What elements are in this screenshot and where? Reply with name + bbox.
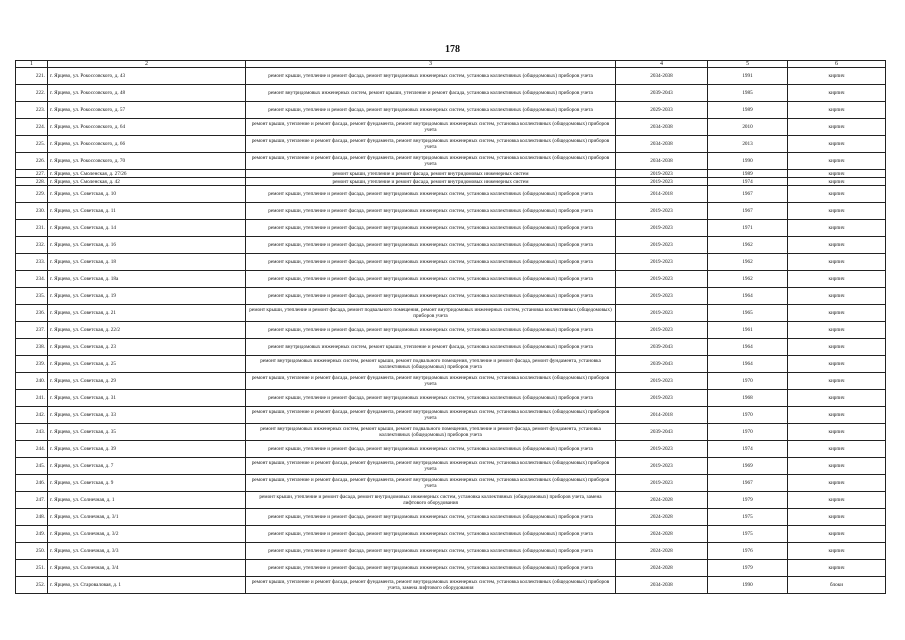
wall-material: кирпич <box>788 441 886 458</box>
table-row <box>16 526 886 543</box>
building-address: г. Ярцево, ул. Солнечная, д. 3/2 <box>48 526 246 543</box>
construction-year: 1964 <box>708 356 788 373</box>
wall-material: кирпич <box>788 305 886 322</box>
construction-year: 2013 <box>708 136 788 153</box>
wall-material: кирпич <box>788 526 886 543</box>
table-body <box>16 68 886 594</box>
wall-material: кирпич <box>788 322 886 339</box>
repair-period: 2024-2028 <box>616 560 708 577</box>
row-number: 240. <box>16 373 48 390</box>
table-row <box>16 441 886 458</box>
table-row <box>16 424 886 441</box>
wall-material: кирпич <box>788 288 886 305</box>
wall-material: кирпич <box>788 237 886 254</box>
repair-period: 2034-2038 <box>616 577 708 594</box>
repair-period: 2019-2023 <box>616 271 708 288</box>
row-number: 223. <box>16 102 48 119</box>
repair-period: 2029-2033 <box>616 102 708 119</box>
repair-period: 2039-2043 <box>616 85 708 102</box>
wall-material: кирпич <box>788 458 886 475</box>
construction-year: 1962 <box>708 237 788 254</box>
building-address: г. Ярцево, ул. Советская, д. 18 <box>48 254 246 271</box>
page-number: 178 <box>445 44 460 55</box>
construction-year: 1975 <box>708 526 788 543</box>
construction-year: 1985 <box>708 85 788 102</box>
table-row <box>16 220 886 237</box>
repair-period: 2019-2023 <box>616 458 708 475</box>
repair-works: ремонт крыши, утепление и ремонт фасада, ремонт фундамента, ремонт внутридомовых инженерных систем, установка коллективных (общедомовых) приборов учета <box>246 119 616 136</box>
wall-material: кирпич <box>788 102 886 119</box>
table-row <box>16 543 886 560</box>
construction-year: 1976 <box>708 543 788 560</box>
repair-works: ремонт крыши, утепление и ремонт фасада, ремонт внутридомовых инженерных систем, установка коллективных (общедомовых) приборов учета <box>246 560 616 577</box>
construction-year: 1971 <box>708 220 788 237</box>
repair-works: ремонт крыши, утепление и ремонт фасада, ремонт внутридомовых инженерных систем, установка коллективных (общедомовых) приборов учета <box>246 237 616 254</box>
row-number: 244. <box>16 441 48 458</box>
construction-year: 1974 <box>708 441 788 458</box>
construction-year: 1989 <box>708 102 788 119</box>
wall-material: кирпич <box>788 220 886 237</box>
table-row <box>16 288 886 305</box>
repair-period: 2019-2023 <box>616 254 708 271</box>
row-number: 242. <box>16 407 48 424</box>
construction-year: 1964 <box>708 288 788 305</box>
building-address: г. Ярцево, ул. Рокоссовского, д. 70 <box>48 153 246 170</box>
building-address: г. Ярцево, ул. Советская, д. 22/2 <box>48 322 246 339</box>
row-number: 246. <box>16 475 48 492</box>
repair-works: ремонт крыши, утепление и ремонт фасада, ремонт внутридомовых инженерных систем, установка коллективных (общедомовых) приборов учета <box>246 288 616 305</box>
repair-period: 2019-2023 <box>616 178 708 186</box>
table-row <box>16 560 886 577</box>
row-number: 250. <box>16 543 48 560</box>
construction-year: 1979 <box>708 492 788 509</box>
table-row <box>16 170 886 178</box>
building-address: г. Ярцево, ул. Смоленская, д. 27/26 <box>48 170 246 178</box>
wall-material: кирпич <box>788 203 886 220</box>
building-address: г. Ярцево, ул. Солнечная, д. 1 <box>48 492 246 509</box>
table-row <box>16 237 886 254</box>
building-address: г. Ярцево, ул. Советская, д. 35 <box>48 424 246 441</box>
repair-period: 2019-2023 <box>616 441 708 458</box>
wall-material: кирпич <box>788 492 886 509</box>
table-row <box>16 271 886 288</box>
repair-works: ремонт крыши, утепление и ремонт фасада, ремонт внутридомовых инженерных систем, установка коллективных (общедомовых) приборов учета <box>246 254 616 271</box>
table-row <box>16 373 886 390</box>
table-row <box>16 203 886 220</box>
building-address: г. Ярцево, ул. Советская, д. 23 <box>48 339 246 356</box>
repair-works: ремонт внутридомовых инженерных систем, ремонт крыши, утепление и ремонт фасада, установка коллективных (общедомовых) приборов учета <box>246 339 616 356</box>
row-number: 233. <box>16 254 48 271</box>
construction-year: 1989 <box>708 170 788 178</box>
table-row <box>16 407 886 424</box>
repair-period: 2019-2023 <box>616 203 708 220</box>
building-address: г. Ярцево, ул. Солнечная, д. 3/1 <box>48 509 246 526</box>
construction-year: 1962 <box>708 271 788 288</box>
repair-works: ремонт крыши, утепление и ремонт фасада, ремонт фундамента, ремонт внутридомовых инженерных систем, установка коллективных (общедомовых) приборов учета <box>246 407 616 424</box>
table-row <box>16 322 886 339</box>
table-row <box>16 85 886 102</box>
building-address: г. Ярцево, ул. Рокоссовского, д. 43 <box>48 68 246 85</box>
row-number: 239. <box>16 356 48 373</box>
wall-material: кирпич <box>788 543 886 560</box>
construction-year: 1990 <box>708 577 788 594</box>
building-address: г. Ярцево, ул. Советская, д. 29 <box>48 373 246 390</box>
repair-works: ремонт внутридомовых инженерных систем, ремонт крыши, утепление и ремонт фасада, установка коллективных (общедомовых) приборов учета <box>246 85 616 102</box>
repair-period: 2019-2023 <box>616 220 708 237</box>
table-row <box>16 102 886 119</box>
repair-works: ремонт крыши, утепление и ремонт фасада, ремонт фундамента, ремонт внутридомовых инженерных систем, установка коллективных (общедомовых) приборов учета <box>246 136 616 153</box>
repair-period: 2019-2023 <box>616 322 708 339</box>
building-address: г. Ярцево, ул. Солнечная, д. 3/3 <box>48 543 246 560</box>
repair-works: ремонт крыши, утепление и ремонт фасада, ремонт фундамента, ремонт внутридомовых инженерных систем, установка коллективных (общедомовых) приборов учета <box>246 475 616 492</box>
repair-works: ремонт крыши, утепление и ремонт фасада, ремонт внутридомовых инженерных систем, установка коллективных (общедомовых) приборов учета <box>246 102 616 119</box>
row-number: 241. <box>16 390 48 407</box>
construction-year: 1965 <box>708 305 788 322</box>
building-address: г. Ярцево, ул. Советская, д. 14 <box>48 220 246 237</box>
wall-material: кирпич <box>788 560 886 577</box>
wall-material: кирпич <box>788 407 886 424</box>
column-header-1: 1 <box>16 61 48 68</box>
row-number: 245. <box>16 458 48 475</box>
table-row <box>16 68 886 85</box>
wall-material: кирпич <box>788 509 886 526</box>
table-row <box>16 305 886 322</box>
building-address: г. Ярцево, ул. Советская, д. 7 <box>48 458 246 475</box>
table-row <box>16 153 886 170</box>
row-number: 238. <box>16 339 48 356</box>
column-header-5: 5 <box>708 61 788 68</box>
repair-works: ремонт крыши, утепление и ремонт фасада, ремонт внутридомовых инженерных систем <box>246 178 616 186</box>
row-number: 227. <box>16 170 48 178</box>
table-row <box>16 119 886 136</box>
construction-year: 1970 <box>708 373 788 390</box>
construction-year: 1961 <box>708 322 788 339</box>
row-number: 226. <box>16 153 48 170</box>
repair-works: ремонт крыши, утепление и ремонт фасада, ремонт внутридомовых инженерных систем, установка коллективных (общедомовых) приборов учета <box>246 220 616 237</box>
wall-material: кирпич <box>788 153 886 170</box>
row-number: 234. <box>16 271 48 288</box>
building-address: г. Ярцево, ул. Солнечная, д. 3/4 <box>48 560 246 577</box>
table-row <box>16 475 886 492</box>
repair-period: 2019-2023 <box>616 390 708 407</box>
repair-works: ремонт внутридомовых инженерных систем, ремонт крыши, ремонт подвального помещения, утепление и ремонт фасада, ремонт фундамента, установка коллективных (общедомовых) приборов учета <box>246 356 616 373</box>
column-header-2: 2 <box>48 61 246 68</box>
row-number: 235. <box>16 288 48 305</box>
repair-works: ремонт внутридомовых инженерных систем, ремонт крыши, ремонт подвального помещения, утепление и ремонт фасада, ремонт фундамента, установка коллективных (общедомовых) приборов учета <box>246 424 616 441</box>
construction-year: 1968 <box>708 390 788 407</box>
repair-period: 2034-2038 <box>616 136 708 153</box>
table-row <box>16 458 886 475</box>
row-number: 232. <box>16 237 48 254</box>
building-address: г. Ярцево, ул. Рокоссовского, д. 57 <box>48 102 246 119</box>
repair-period: 2024-2028 <box>616 492 708 509</box>
table-row <box>16 178 886 186</box>
table-row <box>16 390 886 407</box>
construction-year: 1979 <box>708 560 788 577</box>
row-number: 221. <box>16 68 48 85</box>
row-number: 251. <box>16 560 48 577</box>
wall-material: кирпич <box>788 356 886 373</box>
construction-year: 1962 <box>708 254 788 271</box>
construction-year: 1975 <box>708 509 788 526</box>
row-number: 224. <box>16 119 48 136</box>
repair-period: 2019-2023 <box>616 288 708 305</box>
building-address: г. Ярцево, ул. Советская, д. 19 <box>48 288 246 305</box>
repair-works: ремонт крыши, утепление и ремонт фасада, ремонт фундамента, ремонт внутридомовых инженерных систем, установка коллективных (общедомовых) приборов учета <box>246 153 616 170</box>
repair-period: 2034-2038 <box>616 68 708 85</box>
row-number: 230. <box>16 203 48 220</box>
repair-works: ремонт крыши, утепление и ремонт фасада, ремонт подвального помещения, ремонт внутридомовых инженерных систем, установка коллективных (общедомовых) приборов учета <box>246 305 616 322</box>
repair-period: 2039-2043 <box>616 356 708 373</box>
column-number-row <box>16 61 886 68</box>
row-number: 252. <box>16 577 48 594</box>
building-address: г. Ярцево, ул. Советская, д. 9 <box>48 475 246 492</box>
row-number: 237. <box>16 322 48 339</box>
construction-year: 1967 <box>708 186 788 203</box>
building-address: г. Ярцево, ул. Советская, д. 31 <box>48 390 246 407</box>
building-address: г. Ярцево, ул. Советская, д. 21 <box>48 305 246 322</box>
wall-material: кирпич <box>788 390 886 407</box>
repair-works: ремонт крыши, утепление и ремонт фасада, ремонт фундамента, ремонт внутридомовых инженерных систем, установка коллективных (общедомовых) приборов учета <box>246 373 616 390</box>
building-address: г. Ярцево, ул. Советская, д. 10 <box>48 186 246 203</box>
building-address: г. Ярцево, ул. Советская, д. 18а <box>48 271 246 288</box>
row-number: 231. <box>16 220 48 237</box>
construction-year: 1970 <box>708 407 788 424</box>
construction-year: 1970 <box>708 424 788 441</box>
wall-material: кирпич <box>788 178 886 186</box>
column-header-3: 3 <box>246 61 616 68</box>
row-number: 249. <box>16 526 48 543</box>
repair-works: ремонт крыши, утепление и ремонт фасада, ремонт внутридомовых инженерных систем, установка коллективных (общедомовых) приборов учета <box>246 390 616 407</box>
building-address: г. Ярцево, ул. Советская, д. 33 <box>48 407 246 424</box>
repair-works: ремонт крыши, утепление и ремонт фасада, ремонт внутридомовых инженерных систем, установка коллективных (общедомовых) приборов учета <box>246 271 616 288</box>
repair-period: 2034-2038 <box>616 153 708 170</box>
building-address: г. Ярцево, ул. Рокоссовского, д. 64 <box>48 119 246 136</box>
row-number: 243. <box>16 424 48 441</box>
repair-works: ремонт крыши, утепление и ремонт фасада, ремонт фундамента, ремонт внутридомовых инженерных систем, установка коллективных (общедомовых) приборов учета, замена лифтового оборудования <box>246 577 616 594</box>
housing-repair-table <box>15 60 886 594</box>
wall-material: кирпич <box>788 68 886 85</box>
table-row <box>16 492 886 509</box>
row-number: 225. <box>16 136 48 153</box>
building-address: г. Ярцево, ул. Советская, д. 39 <box>48 441 246 458</box>
wall-material: блоки <box>788 577 886 594</box>
construction-year: 1974 <box>708 178 788 186</box>
repair-period: 2019-2023 <box>616 373 708 390</box>
repair-works: ремонт крыши, утепление и ремонт фасада, ремонт внутридомовых инженерных систем <box>246 170 616 178</box>
wall-material: кирпич <box>788 254 886 271</box>
repair-period: 2019-2023 <box>616 237 708 254</box>
wall-material: кирпич <box>788 271 886 288</box>
wall-material: кирпич <box>788 186 886 203</box>
construction-year: 1967 <box>708 203 788 220</box>
row-number: 247. <box>16 492 48 509</box>
repair-works: ремонт крыши, утепление и ремонт фасада, ремонт внутридомовых инженерных систем, установка коллективных (общедомовых) приборов учета <box>246 68 616 85</box>
table-row <box>16 577 886 594</box>
row-number: 236. <box>16 305 48 322</box>
building-address: г. Ярцево, ул. Рокоссовского, д. 48 <box>48 85 246 102</box>
row-number: 222. <box>16 85 48 102</box>
repair-period: 2019-2023 <box>616 170 708 178</box>
column-header-6: 6 <box>788 61 886 68</box>
construction-year: 1990 <box>708 153 788 170</box>
table-row <box>16 254 886 271</box>
building-address: г. Ярцево, ул. Рокоссовского, д. 66 <box>48 136 246 153</box>
table-row <box>16 186 886 203</box>
repair-period: 2019-2023 <box>616 475 708 492</box>
wall-material: кирпич <box>788 424 886 441</box>
construction-year: 1969 <box>708 458 788 475</box>
construction-year: 1967 <box>708 475 788 492</box>
repair-period: 2019-2023 <box>616 305 708 322</box>
repair-works: ремонт крыши, утепление и ремонт фасада, ремонт внутридомовых инженерных систем, установка коллективных (общедомовых) приборов учета <box>246 441 616 458</box>
repair-period: 2024-2028 <box>616 543 708 560</box>
repair-period: 2014-2018 <box>616 186 708 203</box>
repair-works: ремонт крыши, утепление и ремонт фасада, ремонт внутридомовых инженерных систем, установка коллективных (общедомовых) приборов учета <box>246 543 616 560</box>
repair-works: ремонт крыши, утепление и ремонт фасада, ремонт фундамента, ремонт внутридомовых инженерных систем, установка коллективных (общедомовых) приборов учета <box>246 458 616 475</box>
repair-period: 2039-2043 <box>616 424 708 441</box>
wall-material: кирпич <box>788 85 886 102</box>
row-number: 228. <box>16 178 48 186</box>
wall-material: кирпич <box>788 475 886 492</box>
construction-year: 1964 <box>708 339 788 356</box>
table-row <box>16 509 886 526</box>
repair-period: 2014-2018 <box>616 407 708 424</box>
repair-works: ремонт крыши, утепление и ремонт фасада, ремонт внутридомовых инженерных систем, установка коллективных (общедомовых) приборов учета <box>246 203 616 220</box>
wall-material: кирпич <box>788 119 886 136</box>
repair-period: 2039-2043 <box>616 339 708 356</box>
repair-period: 2024-2028 <box>616 526 708 543</box>
wall-material: кирпич <box>788 170 886 178</box>
building-address: г. Ярцево, ул. Советская, д. 16 <box>48 237 246 254</box>
repair-works: ремонт крыши, утепление и ремонт фасада, ремонт внутридомовых инженерных систем, установка коллективных (общедомовых) приборов учета <box>246 526 616 543</box>
table-row <box>16 339 886 356</box>
construction-year: 2010 <box>708 119 788 136</box>
repair-period: 2034-2038 <box>616 119 708 136</box>
repair-works: ремонт крыши, утепление и ремонт фасада, ремонт внутридомовых инженерных систем, установка коллективных (общедомовых) приборов учета <box>246 322 616 339</box>
building-address: г. Ярцево, ул. Староваловая, д. 1 <box>48 577 246 594</box>
row-number: 229. <box>16 186 48 203</box>
building-address: г. Ярцево, ул. Смоленская, д. 42 <box>48 178 246 186</box>
building-address: г. Ярцево, ул. Советская, д. 11 <box>48 203 246 220</box>
table-row <box>16 136 886 153</box>
construction-year: 1991 <box>708 68 788 85</box>
repair-works: ремонт крыши, утепление и ремонт фасада, ремонт внутридомовых инженерных систем, установка коллективных (общедомовых) приборов учета <box>246 509 616 526</box>
wall-material: кирпич <box>788 339 886 356</box>
repair-works: ремонт крыши, утепление и ремонт фасада, ремонт внутридомовых инженерных систем, установка коллективных (общедомовых) приборов учета, замена лифтового оборудования <box>246 492 616 509</box>
repair-works: ремонт крыши, утепление и ремонт фасада, ремонт внутридомовых инженерных систем, установка коллективных (общедомовых) приборов учета <box>246 186 616 203</box>
column-header-4: 4 <box>616 61 708 68</box>
row-number: 248. <box>16 509 48 526</box>
wall-material: кирпич <box>788 373 886 390</box>
table-row <box>16 356 886 373</box>
wall-material: кирпич <box>788 136 886 153</box>
building-address: г. Ярцево, ул. Советская, д. 25 <box>48 356 246 373</box>
repair-period: 2024-2028 <box>616 509 708 526</box>
